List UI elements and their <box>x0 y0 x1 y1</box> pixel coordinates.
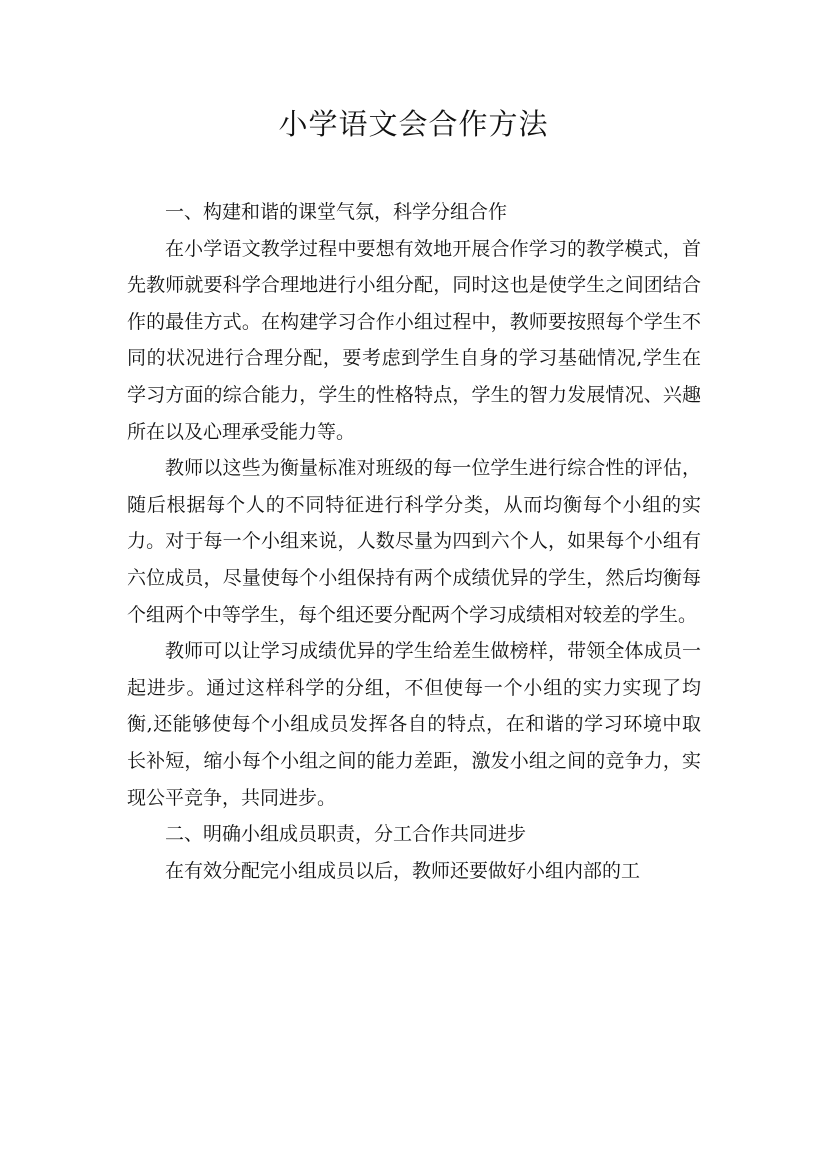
section-heading-2: 二、明确小组成员职责，分工合作共同进步 <box>165 823 527 846</box>
paragraph-1: 在小学语文教学过程中要想有效地开展合作学习的教学模式，首先教师就要科学合理地进行小组分配，同时这也是使学生之间团结合作的最佳方式。在构建学习合作小组过程中，教师要按照每个学生不同的状况进行合理分配，要考虑到学生自身的学习基础情况,学生在学习方面的综合能力，学生的性格特点，学生的智力发展情况、兴趣所在以及心理承受能力等。 <box>127 237 701 443</box>
document-body <box>127 194 701 889</box>
paragraph-3: 教师可以让学习成绩优异的学生给差生做榜样，带领全体成员一起进步。通过这样科学的分组，不但使每一个小组的实力实现了均衡,还能够使每个小组成员发挥各自的特点，在和谐的学习环境中取长补短，缩小每个小组之间的能力差距，激发小组之间的竞争力，实现公平竞争，共同进步。 <box>127 640 701 809</box>
paragraph-4: 在有效分配完小组成员以后，教师还要做好小组内部的工 <box>165 859 641 882</box>
document-title: 小学语文会合作方法 <box>278 107 549 141</box>
section-heading-1: 一、构建和谐的课堂气氛，科学分组合作 <box>165 201 508 223</box>
paragraph-2: 教师以这些为衡量标准对班级的每一位学生进行综合性的评估，随后根据每个人的不同特征进行科学分类，从而均衡每个小组的实力。对于每一个小组来说，人数尽量为四到六个人，如果每个小组有六位成员，尽量使每个小组保持有两个成绩优异的学生，然后均衡每个组两个中等学生，每个组还要分配两个学习成绩相对较差的学生。 <box>127 457 701 626</box>
